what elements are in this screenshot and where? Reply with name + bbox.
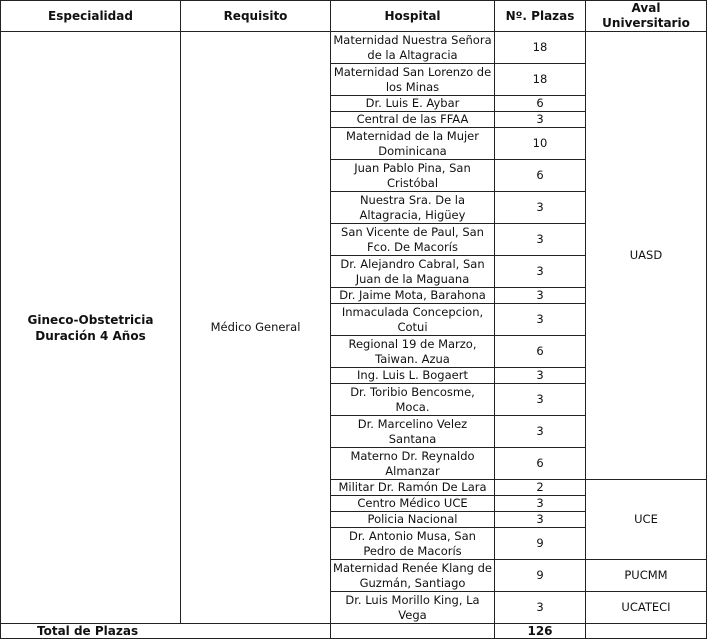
hospital-cell: Dr. Luis Morillo King, La Vega [331, 592, 495, 624]
plazas-cell: 3 [495, 192, 586, 224]
especialidad-name: Gineco-Obstetricia [27, 312, 154, 327]
hospital-cell: Dr. Jaime Mota, Barahona [331, 288, 495, 304]
header-especialidad: Especialidad [1, 1, 181, 32]
hospital-cell: Dr. Alejandro Cabral, San Juan de la Maguana [331, 256, 495, 288]
hospital-cell: Policia Nacional [331, 512, 495, 528]
table-row [1, 32, 707, 64]
header-plazas: Nº. Plazas [495, 1, 586, 32]
hospital-cell: Maternidad San Lorenzo de los Minas [331, 64, 495, 96]
plazas-cell: 9 [495, 560, 586, 592]
plazas-cell: 3 [495, 416, 586, 448]
hospital-cell: Dr. Toribio Bencosme, Moca. [331, 384, 495, 416]
hospital-cell: Nuestra Sra. De la Altagracia, Higüey [331, 192, 495, 224]
header-requisito: Requisito [181, 1, 331, 32]
plazas-cell: 9 [495, 528, 586, 560]
plazas-cell: 3 [495, 256, 586, 288]
plazas-cell: 3 [495, 368, 586, 384]
hospital-cell: Maternidad Renée Klang de Guzmán, Santiago [331, 560, 495, 592]
plazas-cell: 18 [495, 32, 586, 64]
plazas-cell: 3 [495, 384, 586, 416]
hospital-cell: Regional 19 de Marzo, Taiwan. Azua [331, 336, 495, 368]
total-blank-cell [586, 624, 707, 639]
aval-cell-ucateci: UCATECI [586, 592, 707, 624]
hospital-cell: Maternidad de la Mujer Dominicana [331, 128, 495, 160]
plazas-cell: 6 [495, 336, 586, 368]
hospital-cell: Inmaculada Concepcion, Cotui [331, 304, 495, 336]
plazas-cell: 3 [495, 496, 586, 512]
total-label: Total de Plazas [1, 624, 331, 639]
plazas-cell: 6 [495, 448, 586, 480]
plazas-cell: 6 [495, 160, 586, 192]
hospital-cell: Materno Dr. Reynaldo Almanzar [331, 448, 495, 480]
hospital-cell: Dr. Antonio Musa, San Pedro de Macorís [331, 528, 495, 560]
hospital-cell: Maternidad Nuestra Señora de la Altagracia [331, 32, 495, 64]
plazas-cell: 3 [495, 288, 586, 304]
especialidad-duracion: Duración 4 Años [35, 328, 146, 343]
aval-cell-uce: UCE [586, 480, 707, 560]
plazas-cell: 3 [495, 592, 586, 624]
hospital-cell: Central de las FFAA [331, 112, 495, 128]
plazas-cell: 3 [495, 512, 586, 528]
aval-cell-uasd: UASD [586, 32, 707, 480]
header-row [1, 1, 707, 32]
plazas-cell: 3 [495, 304, 586, 336]
hospital-cell: Ing. Luis L. Bogaert [331, 368, 495, 384]
hospital-cell: San Vicente de Paul, San Fco. De Macorís [331, 224, 495, 256]
requisito-cell: Médico General [181, 32, 331, 624]
hospital-cell: Dr. Marcelino Velez Santana [331, 416, 495, 448]
plazas-cell: 18 [495, 64, 586, 96]
header-hospital: Hospital [331, 1, 495, 32]
hospital-cell: Juan Pablo Pina, San Cristóbal [331, 160, 495, 192]
total-row [1, 624, 707, 639]
plazas-cell: 6 [495, 96, 586, 112]
aval-cell-pucmm: PUCMM [586, 560, 707, 592]
plazas-cell: 3 [495, 112, 586, 128]
plazas-cell: 3 [495, 224, 586, 256]
hospital-cell: Centro Médico UCE [331, 496, 495, 512]
hospital-cell: Militar Dr. Ramón De Lara [331, 480, 495, 496]
header-aval: Aval Universitario [586, 1, 707, 32]
total-blank-cell [331, 624, 495, 639]
plazas-cell: 2 [495, 480, 586, 496]
hospital-cell: Dr. Luis E. Aybar [331, 96, 495, 112]
total-value: 126 [495, 624, 586, 639]
plazas-cell: 10 [495, 128, 586, 160]
especialidad-cell [1, 32, 181, 624]
